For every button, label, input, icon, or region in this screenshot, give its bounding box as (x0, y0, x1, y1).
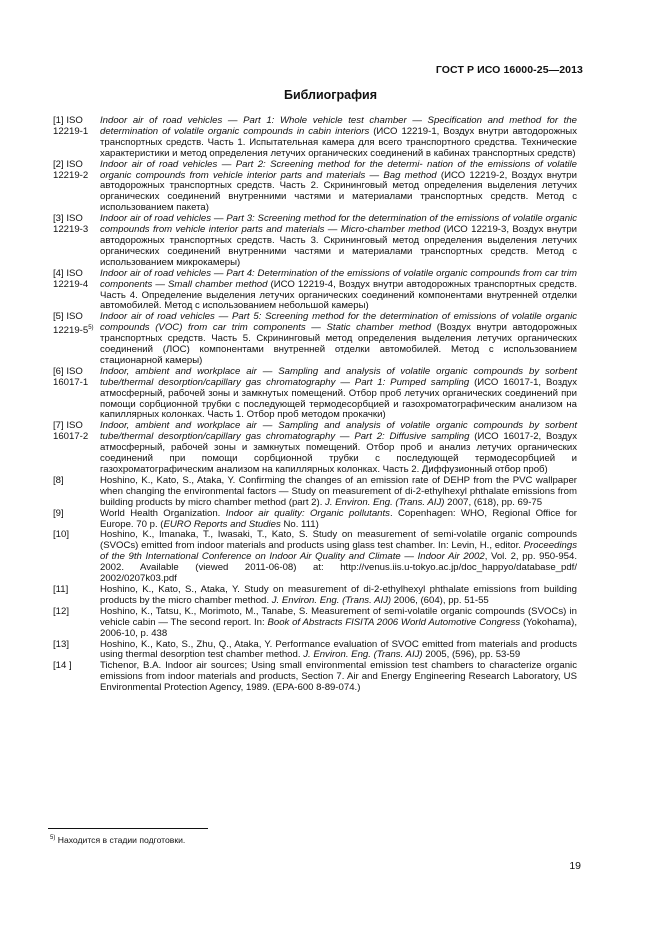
entry-text (100, 509, 577, 531)
entry-plain-text: Hoshino, K., Kato, S., Zhu, Q., Ataka, Y. Performance evaluation of SVOC emitted from materials and products using thermal desorption test chamber method. (100, 638, 577, 661)
entry-text (100, 607, 577, 640)
bibliography-entry (53, 269, 577, 313)
entry-title: Indoor air of road vehicles — Part 5: Screening method for the determination of emissions of volatile organic compounds (VOC) from car trim components — Static chamber method (100, 311, 577, 334)
entry-number (53, 367, 100, 422)
entry-text (100, 269, 577, 313)
entry-plain-text: 2007, (618), pp. 69-75 (444, 496, 543, 508)
entry-plain-text: (ИСО 16017-1, Воздух атмосферный, рабочей зоны и замкнутых помещений. Отбор проб летучих органических соединений при помощи сорбционной трубки с последующей термодесорбцией и газохроматографическим анализом на капиллярных колонках. Часть 1. Отбор проб методом прокачки) (100, 376, 577, 421)
entry-number-text: [7] ISO 16017-2 (53, 420, 89, 443)
entry-title: J. Environ. Eng. (Trans. AIJ) (303, 649, 423, 661)
entry-number (53, 116, 100, 160)
entry-title: J. Environ. Eng. (Trans. AIJ) (271, 594, 392, 606)
entry-number-text: [13] (53, 638, 70, 650)
bibliography-entry (53, 640, 577, 662)
entry-text (100, 160, 577, 215)
entry-number (53, 530, 100, 585)
entry-title: Proceedings of the 9th International Conference on Indoor Air Quality and Climate — Indoor Air 2002 (100, 540, 577, 563)
bibliography-entry (53, 607, 577, 640)
entry-title: Indoor, ambient and workplace air — Sampling and analysis of volatile organic compounds by sorbent tube/thermal desorption/capillary gas chromatography — Part 1: Pumped sampling (100, 365, 577, 388)
entry-title: Indoor, ambient and workplace air — Sampling and analysis of volatile organic compounds by sorbent tube/thermal desorption/capillary gas chromatography — Part 2: Diffusive sampling (100, 420, 577, 443)
entry-text (100, 312, 577, 367)
footnote-divider (48, 828, 208, 829)
entry-text (100, 640, 577, 662)
entry-plain-text: (Воздух внутри автодорожных транспортных средств. Часть 5. Скрининговый метод определения выделения летучих органических соединений (ЛОС) компонентами внутренней отделки автомобилей. Метод с использованием стационарной камеры) (100, 322, 577, 366)
entry-text (100, 530, 577, 585)
bibliography-entry (53, 530, 577, 585)
bibliography-list (53, 116, 577, 694)
page-title: Библиография (283, 88, 378, 102)
bibliography-entry (53, 661, 577, 694)
entry-plain-text: , Vol. 2, pp. 950-954. 2002. Available (viewed 2011-06-08) at: http://venus.iis.u-tokyo.ac.jp/doc_happyo/database_pdf/ 2002/0207k03.pdf (100, 551, 578, 585)
footnote-mark: 5) (50, 835, 56, 842)
entry-text (100, 116, 577, 160)
footnote-text: Находится в стадии подготовки. (55, 835, 186, 845)
entry-plain-text: (Yokohama), 2006-10, p. 438 (100, 616, 577, 639)
entry-plain-text: Hoshino, K., Kato, S., Ataka, Y. Study on measurement of di-2-ethylhexyl phthalate emissions from building products by the micro chamber method. (100, 583, 577, 606)
entry-title: J. Environ. Eng. (Trans. AIJ) (325, 496, 445, 508)
entry-plain-text: (ИСО 12219-1, Воздух внутри автодорожных транспортных средств. Часть 1. Испытательная камера для всего транспортного средства. Технические характеристики и метод определения летучих органических соединений в кабинах транспортных средств) (100, 125, 577, 159)
entry-number (53, 640, 100, 662)
entry-plain-text: World Health Organization. (100, 507, 226, 519)
entry-plain-text: . Copenhagen: WHO, Regional Office for Europe. 70 p. ( (100, 507, 577, 530)
entry-number-text: [9] (53, 507, 64, 519)
entry-plain-text: (ИСО 12219-3, Воздух внутри автодорожных транспортных средств. Часть 3. Скрининговый метод определения выделения летучих органических соединений внутренними частями и материалами транспортных средств. Метод с использованием микрокамеры) (100, 224, 578, 268)
entry-series-title: EURO Reports and Studies (163, 518, 281, 530)
entry-title: Indoor air quality: Organic pollutants (225, 507, 390, 519)
bibliography-entry (53, 160, 577, 215)
entry-number (53, 585, 100, 607)
entry-plain-text: (ИСО 12219-2, Воздух внутри автодорожных транспортных средств. Часть 2. Скрининговый метод определения выделения летучих органических соединений внутренними частями и материалами транспортных средств. Метод с использованием пакета) (100, 169, 578, 214)
entry-plain-text: Hoshino, K., Imanaka, T., Iwasaki, T., Kato, S. Study on measurement of semi-volatile organic compounds (SVOCs) emitted from indoor materials and products using glass test chamber. In: Levin, H., editor. (100, 529, 577, 552)
footnote-reference: 5) (88, 325, 94, 332)
entry-title: Book of Abstracts FISITA 2006 World Automotive Congress (267, 616, 521, 628)
entry-text (100, 421, 577, 476)
bibliography-entry (53, 509, 577, 531)
entry-text (100, 661, 577, 694)
entry-number-text: [1] ISO 12219-1 (53, 115, 89, 137)
entry-plain-text: 2006, (604), pp. 51-55 (391, 594, 489, 606)
bibliography-entry (53, 312, 577, 367)
entry-title: Indoor air of road vehicles — Part 2: Screening method for the determi- nation of the emissions of volatile organic compounds from vehicle interior parts and materials — Bag method (100, 158, 577, 181)
entry-number-text: [3] ISO 12219-3 (53, 213, 89, 236)
entry-plain-text: (ИСО 12219-4, Воздух внутри автодорожных транспортных средств. Часть 4. Определение выделения летучих органических соединений компонентами внутренней отделки автомобилей. Метод с использованием небольшой камеры) (100, 278, 577, 312)
page-number: 19 (569, 860, 581, 872)
bibliography-entry (53, 421, 577, 476)
entry-title: Indoor air of road vehicles — Part 3: Screening method for the determination of the emissions of volatile organic compounds from vehicle interior parts and materials — Micro-chamber method (100, 213, 577, 236)
entry-text (100, 367, 577, 422)
bibliography-entry (53, 476, 577, 509)
entry-title: Indoor air of road vehicles — Part 1: Whole vehicle test chamber — Specification and method for the determination of volatile organic compounds in cabin interiors (100, 115, 577, 137)
entry-number (53, 160, 100, 215)
footnote (50, 835, 185, 845)
entry-plain-text: (ИСО 16017-2, Воздух атмосферный, рабочей зоны и замкнутых помещений. Отбор проб и анализ летучих органических соединений при помощи сорбционной трубки с последующей термодесорбцией и газохроматографическим анализом на капиллярных колонках. Часть 2. Диффузионный отбор проб) (100, 431, 577, 475)
entry-number (53, 661, 100, 694)
entry-number (53, 509, 100, 531)
entry-number-text: [12] (53, 605, 70, 617)
entry-plain-text: No. 111) (280, 518, 319, 530)
entry-text (100, 585, 577, 607)
entry-number-text: [10] (53, 529, 70, 541)
entry-title: Indoor air of road vehicles — Part 4: Determination of the emissions of volatile organic compounds from car trim components — Small chamber method (100, 267, 577, 290)
bibliography-entry (53, 116, 577, 160)
bibliography-entry (53, 367, 577, 422)
entry-plain-text: Hoshino, K., Kato, S., Ataka, Y. Confirming the changes of an emission rate of DEHP from the PVC wallpaper when changing the environmental factors — Study on measurement of di-2-ethylhexyl phthalate emissions from building products by micro chamber method (part 2). (100, 474, 577, 508)
entry-number (53, 476, 100, 509)
entry-number-text: [8] (53, 474, 64, 486)
entry-text (100, 214, 577, 269)
entry-number-text: [2] ISO 12219-2 (53, 158, 89, 181)
entry-plain-text: Hoshino, K., Tatsu, K., Morimoto, M., Tanabe, S. Measurement of semi-volatile organic compounds (SVOCs) in vehicle cabin — The second report. In: (100, 605, 577, 628)
entry-number-text: [6] ISO 16017-1 (53, 365, 89, 388)
entry-plain-text: 2005, (596), pp. 53-59 (422, 649, 521, 661)
entry-number (53, 269, 100, 313)
entry-number-text: [4] ISO 12219-4 (53, 267, 89, 290)
entry-number-text: [5] ISO 12219-5 (53, 311, 89, 337)
entry-number (53, 214, 100, 269)
bibliography-entry (53, 214, 577, 269)
entry-number-text: [14 ] (53, 660, 72, 672)
entry-plain-text: Tichenor, B.A. Indoor air sources; Using small environmental emission test chambers to characterize organic emissions from indoor materials and products, Section 7. Air and Energy Engineering Research Laboratory, US Environmental Protection Agency, 1989. (EPA-600 8-89-074.) (100, 660, 577, 694)
entry-number (53, 312, 100, 367)
entry-number-text: [11] (53, 583, 69, 595)
standard-designation: ГОСТ Р ИСО 16000-25—2013 (435, 64, 583, 76)
entry-text (100, 476, 577, 509)
entry-number (53, 421, 100, 476)
entry-number (53, 607, 100, 640)
bibliography-entry (53, 585, 577, 607)
